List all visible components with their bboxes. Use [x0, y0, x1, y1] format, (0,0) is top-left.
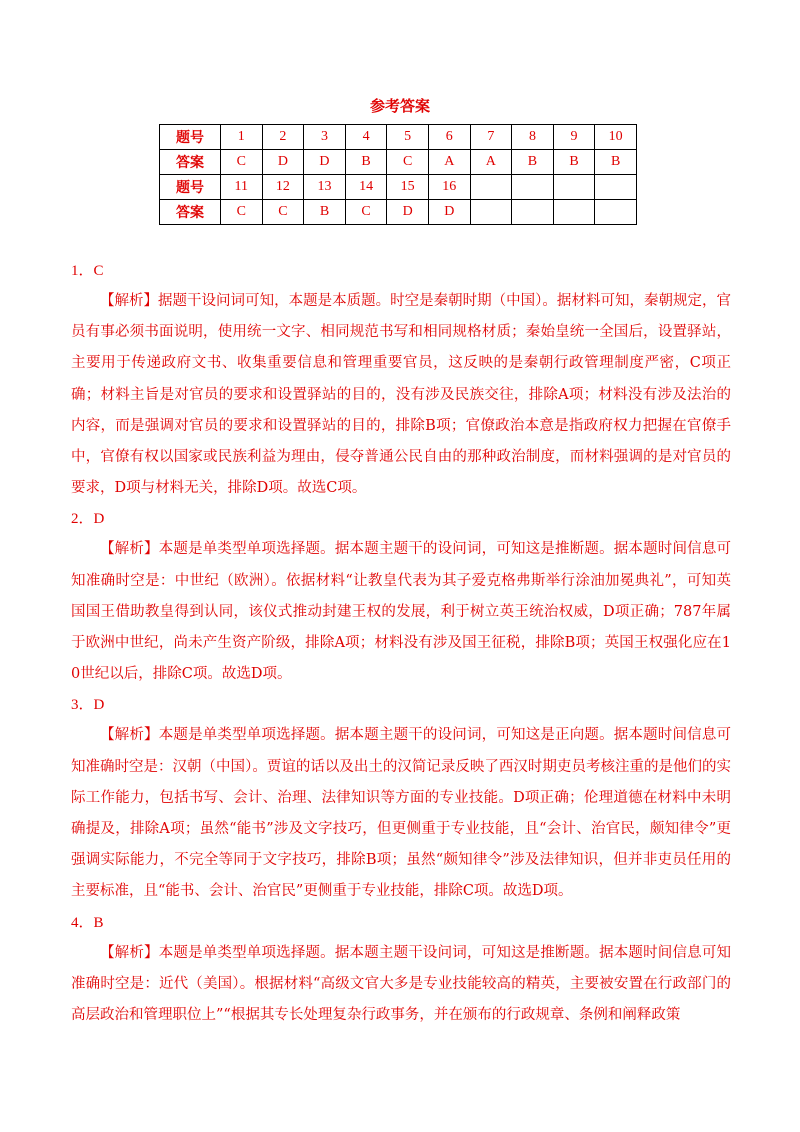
table-cell: A [470, 150, 512, 175]
question-answer-label: 4．B [71, 914, 104, 931]
table-cell: C [387, 150, 429, 175]
table-cell: 6 [428, 125, 470, 150]
table-cell: 12 [262, 175, 304, 200]
table-cell: 2 [262, 125, 304, 150]
table-cell: 13 [304, 175, 346, 200]
table-cell: B [512, 150, 554, 175]
table-row [160, 150, 637, 175]
table-cell: 9 [553, 125, 595, 150]
table-cell: 10 [595, 125, 637, 150]
table-cell: C [221, 200, 263, 225]
table-cell [553, 175, 595, 200]
table-cell [595, 200, 637, 225]
row-header: 题号 [160, 175, 221, 200]
row-header: 题号 [160, 125, 221, 150]
table-row [160, 175, 637, 200]
answer-table [159, 124, 637, 225]
table-cell: 3 [304, 125, 346, 150]
table-cell [512, 200, 554, 225]
table-cell: C [221, 150, 263, 175]
table-cell: D [262, 150, 304, 175]
table-cell: D [428, 200, 470, 225]
question-item [71, 908, 731, 1032]
table-cell: 7 [470, 125, 512, 150]
table-row [160, 200, 637, 225]
table-row [160, 125, 637, 150]
table-cell [470, 175, 512, 200]
table-cell: 8 [512, 125, 554, 150]
table-cell: B [553, 150, 595, 175]
table-cell: B [304, 200, 346, 225]
question-analysis: 【解析】据题干设问词可知，本题是本质题。时空是秦朝时期（中国）。据材料可知，秦朝规定，官员有事必须书面说明，使用统一文字、相同规范书写和相同规格材质；秦始皇统一全国后，设置驿站，主要用于传递政府文书、收集重要信息和管理重要官员，这反映的是秦朝行政管理制度严密，C项正确；材料主旨是对官员的要求和设置驿站的目的，没有涉及民族交往，排除A项；材料没有涉及法治的内容，而是强调对官员的要求和设置驿站的目的，排除B项；官僚政治本意是指政府权力把握在官僚手中，官僚有权以国家或民族利益为理由，侵夺普通公民自由的那种政治制度，而材料强调的是对官员的要求，D项与材料无关，排除D项。故选C项。 [71, 293, 731, 497]
table-cell: 14 [345, 175, 387, 200]
table-cell: 15 [387, 175, 429, 200]
question-item [71, 256, 731, 504]
table-cell [470, 200, 512, 225]
table-cell: D [387, 200, 429, 225]
analysis-section [71, 256, 731, 1031]
table-cell: C [345, 200, 387, 225]
row-header: 答案 [160, 150, 221, 175]
question-item [71, 690, 731, 907]
table-cell: 5 [387, 125, 429, 150]
question-item [71, 504, 731, 690]
row-header: 答案 [160, 200, 221, 225]
question-answer-label: 2．D [71, 511, 105, 528]
table-cell [595, 175, 637, 200]
question-answer-label: 1．C [71, 263, 104, 279]
table-cell [553, 200, 595, 225]
question-analysis: 【解析】本题是单类型单项选择题。据本题主题干的设问词，可知这是推断题。据本题时间信息可知准确时空是：中世纪（欧洲）。依据材料“让教皇代表为其子爱克格弗斯举行涂油加冕典礼”，可知英国国王借助教皇得到认同，该仪式推动封建王权的发展，利于树立英王统治权威，D项正确；787年属于欧洲中世纪，尚未产生资产阶级，排除A项；材料没有涉及国王征税，排除B项；英国王权强化应在10世纪以后，排除C项。故选D项。 [71, 541, 731, 683]
question-analysis: 【解析】本题是单类型单项选择题。据本题主题干设问词，可知这是推断题。据本题时间信息可知准确时空是：近代（美国）。根据材料“高级文官大多是专业技能较高的精英，主要被安置在行政部门的高层政治和管理职位上”“根据其专长处理复杂行政事务，并在颁布的行政规章、条例和阐释政策 [71, 944, 731, 1024]
table-cell: B [595, 150, 637, 175]
table-cell: A [428, 150, 470, 175]
table-cell: 11 [221, 175, 263, 200]
page-title: 参考答案 [369, 97, 430, 115]
table-cell: C [262, 200, 304, 225]
table-cell: 1 [221, 125, 263, 150]
table-cell: D [304, 150, 346, 175]
table-cell: 4 [345, 125, 387, 150]
question-answer-label: 3．D [71, 697, 105, 714]
table-cell [512, 175, 554, 200]
table-cell: B [345, 150, 387, 175]
question-analysis: 【解析】本题是单类型单项选择题。据本题主题干的设问词，可知这是正向题。据本题时间信息可知准确时空是：汉朝（中国）。贾谊的话以及出土的汉简记录反映了西汉时期吏员考核注重的是他们的实际工作能力，包括书写、会计、治理、法律知识等方面的专业技能。D项正确；伦理道德在材料中未明确提及，排除A项；虽然“能书”涉及文字技巧，但更侧重于专业技能，且“会计、治官民，颇知律令”更强调实际能力，不完全等同于文字技巧，排除B项；虽然“颇知律令”涉及法律知识，但并非吏员任用的主要标准，且“能书、会计、治官民”更侧重于专业技能，排除C项。故选D项。 [71, 727, 731, 900]
table-cell: 16 [428, 175, 470, 200]
